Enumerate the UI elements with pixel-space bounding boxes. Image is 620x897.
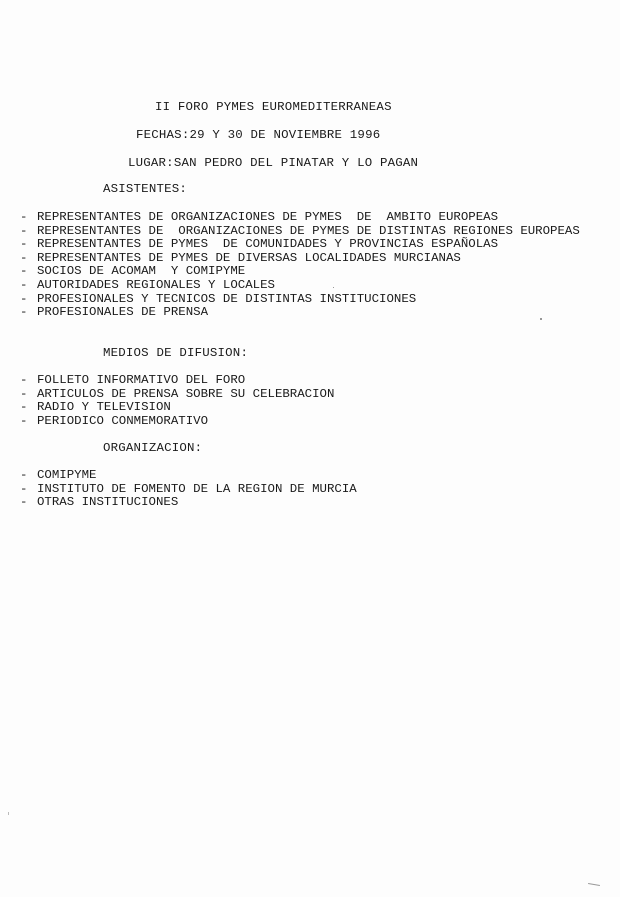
asistentes-heading: ASISTENTES: xyxy=(103,182,187,196)
list-item xyxy=(20,238,605,252)
list-item xyxy=(20,483,605,497)
bullet-dash: - xyxy=(20,291,28,306)
bullet-dash: - xyxy=(20,373,28,387)
list-item xyxy=(20,211,605,225)
scan-speck xyxy=(333,287,334,288)
list-item xyxy=(20,252,605,266)
list-item-text: REPRESENTANTES DE ORGANIZACIONES DE PYMES DE DISTINTAS REGIONES EUROPEAS xyxy=(37,223,580,238)
list-item-text: PROFESIONALES Y TECNICOS DE DISTINTAS INSTITUCIONES xyxy=(37,291,417,306)
list-item-text: OTRAS INSTITUCIONES xyxy=(37,495,179,510)
bullet-dash: - xyxy=(20,400,28,415)
bullet-dash: - xyxy=(20,264,28,279)
list-item-text: AUTORIDADES REGIONALES Y LOCALES xyxy=(37,277,275,292)
bullet-dash: - xyxy=(20,223,28,238)
bullet-dash: - xyxy=(20,386,28,401)
list-item xyxy=(20,293,605,307)
list-item-text: REPRESENTANTES DE PYMES DE DIVERSAS LOCALIDADES MURCIANAS xyxy=(37,250,461,265)
list-item-text: RADIO Y TELEVISION xyxy=(37,400,171,415)
bullet-dash: - xyxy=(20,277,28,292)
list-item xyxy=(20,279,605,293)
bullet-dash: - xyxy=(20,305,28,320)
bullet-dash: - xyxy=(20,413,28,428)
list-item xyxy=(20,388,605,402)
list-item-text: ARTICULOS DE PRENSA SOBRE SU CELEBRACION xyxy=(37,386,335,401)
scan-speck xyxy=(588,883,600,886)
list-item-text: REPRESENTANTES DE ORGANIZACIONES DE PYMES DE AMBITO EUROPEAS xyxy=(37,210,499,224)
list-item xyxy=(20,496,605,510)
bullet-dash: - xyxy=(20,481,28,496)
list-item-text: SOCIOS DE ACOMAM Y COMIPYME xyxy=(37,264,246,279)
scan-speck xyxy=(540,318,542,320)
document-title: II FORO PYMES EUROMEDITERRANEAS xyxy=(155,100,392,114)
list-item-text: FOLLETO INFORMATIVO DEL FORO xyxy=(37,373,246,387)
event-dates: FECHAS:29 Y 30 DE NOVIEMBRE 1996 xyxy=(136,128,381,142)
organizacion-list xyxy=(20,469,605,510)
bullet-dash: - xyxy=(20,468,28,482)
list-item-text: PROFESIONALES DE PRENSA xyxy=(37,305,209,320)
list-item-text: INSTITUTO DE FOMENTO DE LA REGION DE MURCIA xyxy=(37,481,357,496)
list-item xyxy=(20,374,605,388)
list-item xyxy=(20,306,605,320)
scan-speck xyxy=(8,812,9,815)
organizacion-heading: ORGANIZACION: xyxy=(103,441,203,455)
list-item xyxy=(20,265,605,279)
medios-list xyxy=(20,374,605,428)
asistentes-list xyxy=(20,211,605,320)
list-item xyxy=(20,469,605,483)
event-place: LUGAR:SAN PEDRO DEL PINATAR Y LO PAGAN xyxy=(128,156,419,170)
bullet-dash: - xyxy=(20,210,28,224)
list-item-text: REPRESENTANTES DE PYMES DE COMUNIDADES Y PROVINCIAS ESPAÑOLAS xyxy=(37,237,499,252)
list-item xyxy=(20,401,605,415)
list-item-text: COMIPYME xyxy=(37,468,97,482)
bullet-dash: - xyxy=(20,237,28,252)
list-item-text: PERIODICO CONMEMORATIVO xyxy=(37,413,209,428)
list-item xyxy=(20,415,605,429)
bullet-dash: - xyxy=(20,250,28,265)
bullet-dash: - xyxy=(20,495,28,510)
medios-heading: MEDIOS DE DIFUSION: xyxy=(103,346,249,360)
